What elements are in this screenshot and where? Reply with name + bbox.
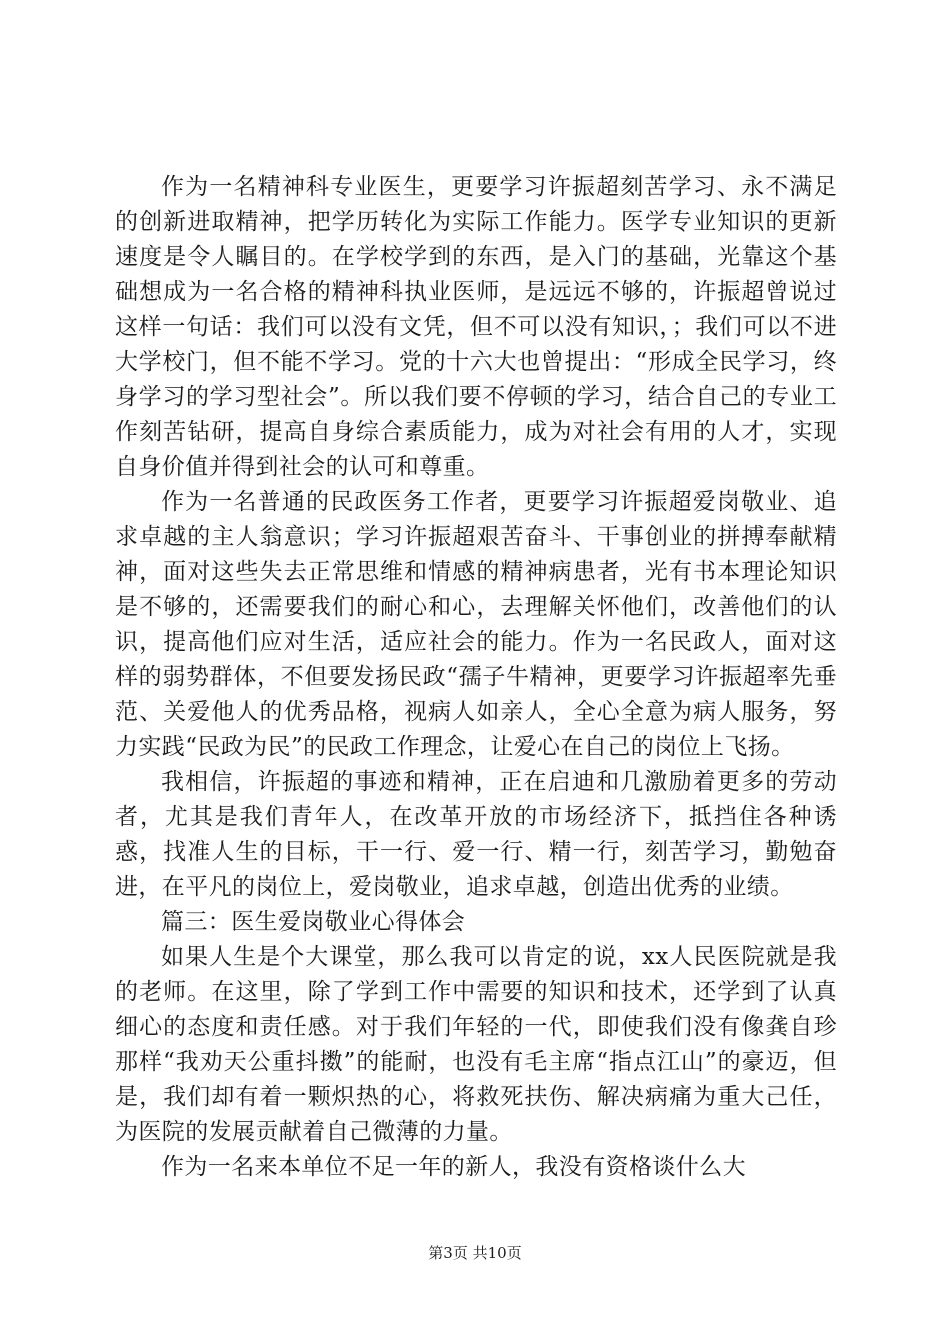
document-body (115, 170, 837, 1185)
paragraph-civil-affairs-worker: 作为一名普通的民政医务工作者，更要学习许振超爱岗敬业、追求卓越的主人翁意识；学习许振超艰苦奋斗、干事创业的拼搏奉献精神，面对这些失去正常思维和情感的精神病患者，光有书本理论知识是不够的，还需要我们的耐心和心，去理解关怀他们，改善他们的认识，提高他们应对生活，适应社会的能力。作为一名民政人，面对这样的弱势群体，不但要发扬民政“孺子牛精神，更要学习许振超率先垂范、关爱他人的优秀品格，视病人如亲人，全心全意为病人服务，努力实践“民政为民”的民政工作理念，让爱心在自己的岗位上飞扬。 (115, 489, 837, 760)
paragraph-belief: 我相信，许振超的事迹和精神，正在启迪和几激励着更多的劳动者，尤其是我们青年人，在改革开放的市场经济下，抵挡住各种诱惑，找准人生的目标，干一行、爱一行、精一行，刻苦学习，勤勉奋进，在平凡的岗位上，爱岗敬业，追求卓越，创造出优秀的业绩。 (115, 769, 837, 900)
page-footer: 第3页 共10页 (428, 1244, 522, 1262)
paragraph-hospital-teacher: 如果人生是个大课堂，那么我可以肯定的说，xx人民医院就是我的老师。在这里，除了学到工作中需要的知识和技术，还学到了认真细心的态度和责任感。对于我们年轻的一代，即使我们没有像龚自珍那样“我劝天公重抖擞”的能耐，也没有毛主席“指点江山”的豪迈，但是，我们却有着一颗炽热的心，将救死扶伤、解决病痛为重大己任，为医院的发展贡献着自己微薄的力量。 (115, 944, 837, 1145)
paragraph-psychiatrist-study: 作为一名精神科专业医生，更要学习许振超刻苦学习、永不满足的创新进取精神，把学历转化为实际工作能力。医学专业知识的更新速度是令人瞩目的。在学校学到的东西，是入门的基础，光靠这个基础想成为一名合格的精神科执业医师，是远远不够的，许振超曾说过这样一句话：我们可以没有文凭，但不可以没有知识，；我们可以不进大学校门，但不能不学习。党的十六大也曾提出：“形成全民学习，终身学习的学习型社会”。所以我们要不停顿的学习，结合自己的专业工作刻苦钻研，提高自身综合素质能力，成为对社会有用的人才，实现自身价值并得到社会的认可和尊重。 (115, 174, 837, 480)
section-heading: 篇三：医生爱岗敬业心得体会 (161, 909, 466, 935)
paragraph-newcomer: 作为一名来本单位不足一年的新人，我没有资格谈什么大 (161, 1154, 746, 1180)
